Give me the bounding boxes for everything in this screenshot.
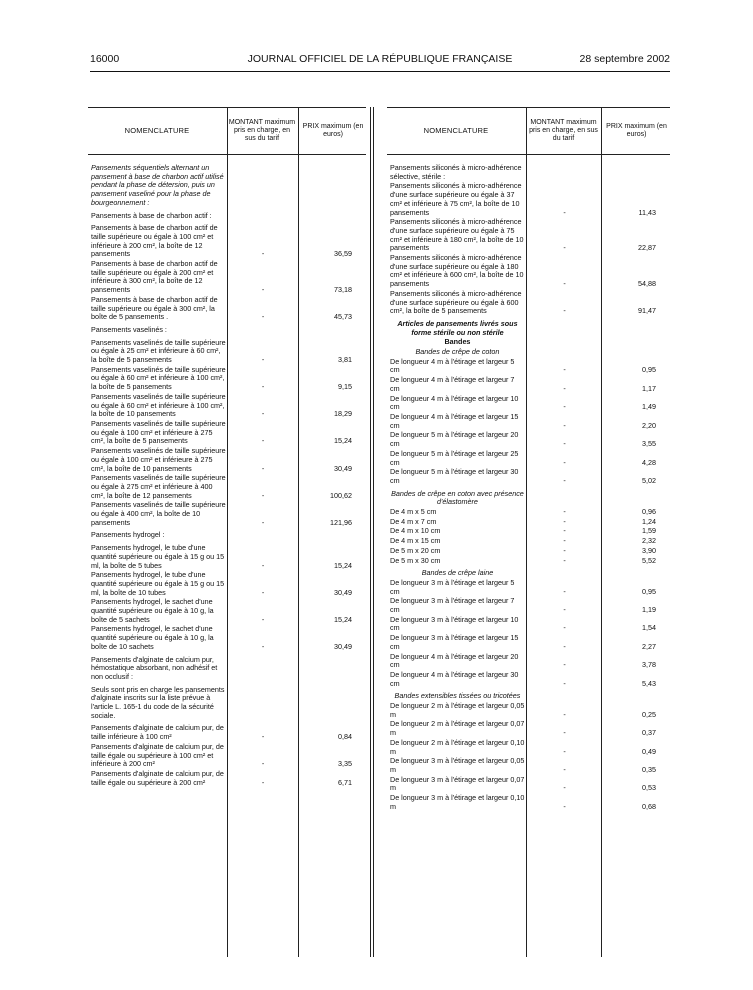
montant-cell: - <box>261 463 265 473</box>
prix-cell: 1,19 <box>642 605 656 615</box>
table-row <box>88 212 366 221</box>
montant-cell: - <box>261 285 265 295</box>
table-row <box>387 776 670 793</box>
table-right <box>387 107 670 957</box>
nomenclature-cell: De longueur 4 m à l'étirage et largeur 20 cm <box>390 651 519 670</box>
montant-cell: - <box>563 623 566 633</box>
prix-cell: 121,96 <box>330 517 352 527</box>
nomenclature-cell: Bandes extensibles tissées ou tricotées <box>394 691 521 701</box>
nomenclature-cell: Pansements hydrogel, le sachet d'une quantité supérieure ou égale à 10 g, la boîte de 5 sachets <box>91 597 214 624</box>
nomenclature-cell: Pansements vaselinés de taille supérieure ou égale à 400 cm², la boîte de 10 pansements <box>91 500 226 527</box>
table-row <box>387 413 670 430</box>
prix-cell: 100,62 <box>330 490 352 500</box>
table-row <box>387 450 670 467</box>
table-row <box>88 531 366 540</box>
prix-cell: 0,25 <box>642 709 656 719</box>
prix-cell: 0,37 <box>642 728 656 738</box>
montant-cell: - <box>563 383 566 393</box>
nomenclature-cell: Pansements hydrogel, le sachet d'une quantité supérieure ou égale à 10 g, la boîte de 10 sachets <box>91 624 214 651</box>
table-row <box>88 625 366 651</box>
montant-cell: - <box>261 355 265 365</box>
montant-cell: - <box>563 243 566 253</box>
prix-cell: 3,90 <box>642 545 656 555</box>
montant-cell: - <box>563 728 566 738</box>
nomenclature-cell: De longueur 5 m à l'étirage et largeur 30 cm <box>390 467 519 485</box>
prix-cell: 1,17 <box>642 383 656 393</box>
table-row <box>88 686 366 721</box>
montant-cell: - <box>563 507 566 517</box>
nomenclature-cell: Pansements séquentiels alternant un pansement à base de charbon actif utilisé pendant la phase de détersion, puis un pansement vaseliné pour la phase de bourgeonnement : <box>91 163 224 207</box>
nomenclature-cell: Seuls sont pris en charge les pansements d'alginate inscrits sur la liste prévue à l'article L. 165-1 du code de la sécurité sociale. <box>91 684 225 720</box>
montant-cell: - <box>563 586 566 596</box>
table-row <box>387 518 670 527</box>
table-row <box>387 616 670 633</box>
prix-cell: 45,73 <box>334 312 352 322</box>
montant-cell: - <box>563 678 566 688</box>
prix-cell: 0,84 <box>338 732 352 742</box>
nomenclature-cell: De 4 m x 10 cm <box>390 526 441 536</box>
prix-cell: 1,49 <box>642 402 656 412</box>
table-row <box>387 508 670 517</box>
journal-title: JOURNAL OFFICIEL DE LA RÉPUBLIQUE FRANÇAISE <box>247 53 513 65</box>
table-row <box>387 720 670 737</box>
table-body <box>387 164 670 957</box>
header-montant: MONTANT maximum pris en charge, en sus du tarif <box>228 119 296 142</box>
nomenclature-cell: De longueur 3 m à l'étirage et largeur 5 cm <box>390 577 515 596</box>
table-row <box>387 348 670 357</box>
nomenclature-cell: De 5 m x 20 cm <box>390 545 441 555</box>
nomenclature-cell: De 4 m x 15 cm <box>390 536 441 546</box>
montant-cell: - <box>261 312 265 322</box>
prix-cell: 6,71 <box>338 777 352 787</box>
montant-cell: - <box>261 732 265 742</box>
table-row <box>387 431 670 448</box>
table-row <box>387 182 670 217</box>
table-row <box>88 339 366 365</box>
table-row <box>387 527 670 536</box>
montant-cell: - <box>563 402 566 412</box>
montant-cell: - <box>261 409 265 419</box>
montant-cell: - <box>563 783 566 793</box>
prix-cell: 11,43 <box>638 207 656 217</box>
prix-cell: 3,81 <box>338 355 352 365</box>
table-row <box>88 447 366 473</box>
prix-cell: 5,52 <box>642 555 656 565</box>
table-row <box>387 794 670 811</box>
table-row <box>88 474 366 500</box>
montant-cell: - <box>261 249 265 259</box>
prix-cell: 91,47 <box>638 306 656 316</box>
montant-cell: - <box>261 777 265 787</box>
nomenclature-cell: Articles de pansements livrés sous forme stérile ou non stérile <box>397 318 518 337</box>
table-row <box>88 326 366 335</box>
prix-cell: 30,49 <box>334 641 352 651</box>
table-row <box>387 395 670 412</box>
table-row <box>387 164 670 181</box>
montant-cell: - <box>563 641 566 651</box>
prix-cell: 2,20 <box>642 420 656 430</box>
prix-cell: 30,49 <box>334 463 352 473</box>
table-header <box>387 107 670 155</box>
nomenclature-cell: De longueur 3 m à l'étirage et largeur 0,07 m <box>390 774 525 793</box>
header-montant: MONTANT maximum pris en charge, en sus du tarif <box>529 119 598 142</box>
table-body <box>88 164 366 957</box>
nomenclature-cell: De longueur 5 m à l'étirage et largeur 25 cm <box>390 448 519 467</box>
prix-cell: 5,02 <box>642 475 656 485</box>
prix-cell: 0,49 <box>642 746 656 756</box>
montant-cell: - <box>563 555 566 565</box>
montant-cell: - <box>563 457 566 467</box>
prix-cell: 73,18 <box>334 285 352 295</box>
nomenclature-cell: Pansements siliconés à micro-adhérence sélective, stérile : <box>390 163 522 181</box>
montant-cell: - <box>261 560 265 570</box>
montant-cell: - <box>563 545 566 555</box>
prix-cell: 36,59 <box>334 249 352 259</box>
table-row <box>387 254 670 289</box>
page-number: 16000 <box>90 53 120 65</box>
table-row <box>387 702 670 719</box>
column-divider <box>370 107 371 957</box>
nomenclature-cell: De 4 m x 5 cm <box>390 507 437 517</box>
table-row <box>387 376 670 393</box>
table-row <box>387 320 670 337</box>
table-row <box>88 393 366 419</box>
prix-cell: 15,24 <box>334 436 352 446</box>
prix-cell: 4,28 <box>642 457 656 467</box>
prix-cell: 9,15 <box>338 382 352 392</box>
table-row <box>88 164 366 208</box>
table-row <box>88 544 366 570</box>
nomenclature-cell: De longueur 3 m à l'étirage et largeur 10 cm <box>390 614 519 633</box>
table-row <box>387 557 670 566</box>
nomenclature-cell: Bandes de crêpe de coton <box>415 347 500 357</box>
montant-cell: - <box>261 587 265 597</box>
prix-cell: 3,78 <box>642 660 656 670</box>
nomenclature-cell: Pansements à base de charbon actif : <box>91 210 212 220</box>
prix-cell: 22,87 <box>638 243 656 253</box>
nomenclature-cell: Pansements vaselinés de taille supérieure ou égale à 60 cm² et inférieure à 100 cm², la boîte de 10 pansements <box>91 391 226 419</box>
table-row <box>88 598 366 624</box>
nomenclature-cell: De longueur 4 m à l'étirage et largeur 30 cm <box>390 669 519 688</box>
nomenclature-cell: De longueur 2 m à l'étirage et largeur 0,10 m <box>390 737 525 756</box>
table-row <box>88 501 366 527</box>
table-row <box>88 296 366 322</box>
prix-cell: 0,35 <box>642 765 656 774</box>
table-row <box>88 420 366 446</box>
montant-cell: - <box>261 436 265 446</box>
montant-cell: - <box>563 279 566 289</box>
nomenclature-cell: Pansements siliconés à micro-adhérence d'une surface supérieure ou égale à 75 cm² et inférieure à 180 cm², la boîte de 10 pansements <box>390 217 524 253</box>
header-prix: PRIX maximum (en euros) <box>302 123 364 138</box>
nomenclature-cell: De longueur 4 m à l'étirage et largeur 15 cm <box>390 411 519 430</box>
prix-cell: 30,49 <box>334 587 352 597</box>
table-row <box>387 653 670 670</box>
nomenclature-cell: De longueur 2 m à l'étirage et largeur 0,07 m <box>390 719 525 738</box>
montant-cell: - <box>261 382 265 392</box>
montant-cell: - <box>261 614 265 624</box>
montant-cell: - <box>563 475 566 485</box>
prix-cell: 54,88 <box>638 279 656 289</box>
montant-cell: - <box>261 641 265 651</box>
montant-cell: - <box>563 709 566 719</box>
nomenclature-cell: De longueur 3 m à l'étirage et largeur 0,05 m <box>390 756 525 774</box>
table-row <box>387 671 670 688</box>
table-row <box>88 743 366 769</box>
montant-cell: - <box>261 517 265 527</box>
nomenclature-cell: Pansements siliconés à micro-adhérence d'une surface supérieure ou égale à 180 cm² et inférieure à 600 cm², la boîte de 10 pansements <box>390 253 524 289</box>
nomenclature-cell: De longueur 4 m à l'étirage et largeur 10 cm <box>390 393 519 412</box>
montant-cell: - <box>563 439 566 449</box>
prix-cell: 15,24 <box>334 560 352 570</box>
table-row <box>88 224 366 259</box>
montant-cell: - <box>563 207 566 217</box>
nomenclature-cell: Pansements à base de charbon actif de taille supérieure ou égale à 100 cm² et inférieure à 200 cm², la boîte de 12 pansements <box>91 223 218 259</box>
prix-cell: 1,24 <box>642 516 656 526</box>
table-row <box>88 260 366 295</box>
prix-cell: 0,68 <box>642 801 656 811</box>
montant-cell: - <box>563 526 566 536</box>
montant-cell: - <box>563 536 566 546</box>
prix-cell: 0,95 <box>642 586 656 596</box>
montant-cell: - <box>563 765 566 774</box>
table-row <box>387 634 670 651</box>
header-nomenclature: NOMENCLATURE <box>423 126 489 135</box>
table-row <box>387 569 670 578</box>
prix-cell: 15,24 <box>334 614 352 624</box>
nomenclature-cell: Pansements vaselinés de taille supérieure ou égale à 275 cm² et inférieure à 400 cm², la boîte de 12 pansements <box>91 473 226 500</box>
header-prix: PRIX maximum (en euros) <box>606 123 667 138</box>
nomenclature-cell: De 4 m x 7 cm <box>390 516 437 526</box>
table-row <box>387 468 670 485</box>
table-row <box>387 537 670 546</box>
montant-cell: - <box>563 420 566 430</box>
nomenclature-cell: Pansements siliconés à micro-adhérence d'une surface supérieure ou égale à 600 cm², la boîte de 5 pansements <box>390 288 522 316</box>
table-row <box>88 724 366 741</box>
nomenclature-cell: Pansements d'alginate de calcium pur, hémostatique absorbant, non adhésif et non occlusif : <box>91 654 218 681</box>
nomenclature-cell: Pansements vaselinés de taille supérieure ou égale à 25 cm² et inférieure à 60 cm², la boîte de 5 pansements <box>91 337 226 365</box>
nomenclature-cell: Pansements vaselinés de taille supérieure ou égale à 100 cm² et inférieure à 275 cm², la boîte de 5 pansements <box>91 418 226 446</box>
table-row <box>387 290 670 316</box>
table-row <box>88 571 366 597</box>
table-row <box>88 366 366 392</box>
montant-cell: - <box>261 759 265 769</box>
table-row <box>88 656 366 682</box>
table-row <box>387 338 670 347</box>
prix-cell: 3,35 <box>338 759 352 769</box>
header-nomenclature: NOMENCLATURE <box>124 126 190 135</box>
table-row <box>387 490 670 507</box>
nomenclature-cell: De longueur 3 m à l'étirage et largeur 15 cm <box>390 633 519 651</box>
nomenclature-cell: Pansements hydrogel : <box>91 530 165 540</box>
nomenclature-cell: Pansements à base de charbon actif de taille supérieure ou égale à 300 cm², la boîte de 5 pansements . <box>91 294 218 322</box>
table-left <box>88 107 366 957</box>
montant-cell: - <box>563 605 566 615</box>
publication-date: 28 septembre 2002 <box>579 53 670 65</box>
nomenclature-cell: De longueur 5 m à l'étirage et largeur 20 cm <box>390 430 519 449</box>
prix-cell: 18,29 <box>334 409 352 419</box>
nomenclature-cell: Pansements hydrogel, le tube d'une quantité supérieure ou égale à 15 g ou 15 ml, la boîte de 10 tubes <box>91 570 225 597</box>
nomenclature-cell: Bandes de crêpe en coton avec présence d'élastomère <box>391 488 524 507</box>
table-row <box>387 218 670 253</box>
nomenclature-cell: Pansements siliconés à micro-adhérence d'une surface supérieure ou égale à 37 cm² et inférieure à 75 cm², la boîte de 10 pansements <box>390 181 522 217</box>
montant-cell: - <box>563 660 566 670</box>
table-row <box>387 358 670 375</box>
table-row <box>387 579 670 596</box>
nomenclature-cell: De longueur 3 m à l'étirage et largeur 0,10 m <box>390 793 525 811</box>
nomenclature-cell: De longueur 3 m à l'étirage et largeur 7 cm <box>390 596 515 615</box>
prix-cell: 3,55 <box>642 439 656 449</box>
prix-cell: 1,54 <box>642 623 656 633</box>
montant-cell: - <box>563 801 566 811</box>
table-row <box>387 547 670 556</box>
table-row <box>387 757 670 774</box>
prix-cell: 2,27 <box>642 641 656 651</box>
montant-cell: - <box>563 365 566 375</box>
nomenclature-cell: De longueur 2 m à l'étirage et largeur 0,05 m <box>390 701 525 719</box>
table-row <box>88 770 366 787</box>
page-header <box>90 53 670 67</box>
prix-cell: 2,32 <box>642 536 656 546</box>
nomenclature-cell: De longueur 4 m à l'étirage et largeur 7 cm <box>390 375 515 393</box>
table-row <box>387 597 670 614</box>
nomenclature-cell: Bandes de crêpe laine <box>421 568 494 578</box>
montant-cell: - <box>563 516 566 526</box>
header-rule <box>90 71 670 72</box>
montant-cell: - <box>563 746 566 756</box>
nomenclature-cell: Pansements vaselinés : <box>91 324 167 334</box>
nomenclature-cell: Pansements d'alginate de calcium pur, de taille égale ou supérieure à 200 cm² <box>91 769 224 787</box>
nomenclature-cell: Pansements d'alginate de calcium pur, de taille inférieure à 100 cm² <box>91 723 224 742</box>
nomenclature-cell: Bandes <box>444 337 471 347</box>
table-row <box>387 692 670 701</box>
nomenclature-cell: Pansements à base de charbon actif de taille supérieure ou égale à 200 cm² et inférieure à 300 cm², la boîte de 12 pansements <box>91 259 218 295</box>
nomenclature-cell: Pansements vaselinés de taille supérieure ou égale à 60 cm² et inférieure à 100 cm², la boîte de 5 pansements <box>91 364 226 392</box>
prix-cell: 1,59 <box>642 526 656 536</box>
prix-cell: 0,96 <box>642 507 656 517</box>
prix-cell: 0,53 <box>642 783 656 793</box>
table-row <box>387 739 670 756</box>
nomenclature-cell: Pansements hydrogel, le tube d'une quantité supérieure ou égale à 15 g ou 15 ml, la boîte de 5 tubes <box>91 543 225 570</box>
nomenclature-cell: De longueur 4 m à l'étirage et largeur 5 cm <box>390 356 515 375</box>
nomenclature-cell: De 5 m x 30 cm <box>390 555 441 565</box>
nomenclature-cell: Pansements d'alginate de calcium pur, de taille égale ou supérieure à 100 cm² et inférieure à 200 cm² <box>91 741 224 769</box>
prix-cell: 0,95 <box>642 365 656 375</box>
prix-cell: 5,43 <box>642 678 656 688</box>
nomenclature-cell: Pansements vaselinés de taille supérieure ou égale à 100 cm² et inférieure à 275 cm², la boîte de 10 pansements <box>91 446 226 473</box>
montant-cell: - <box>261 490 265 500</box>
montant-cell: - <box>563 306 566 316</box>
